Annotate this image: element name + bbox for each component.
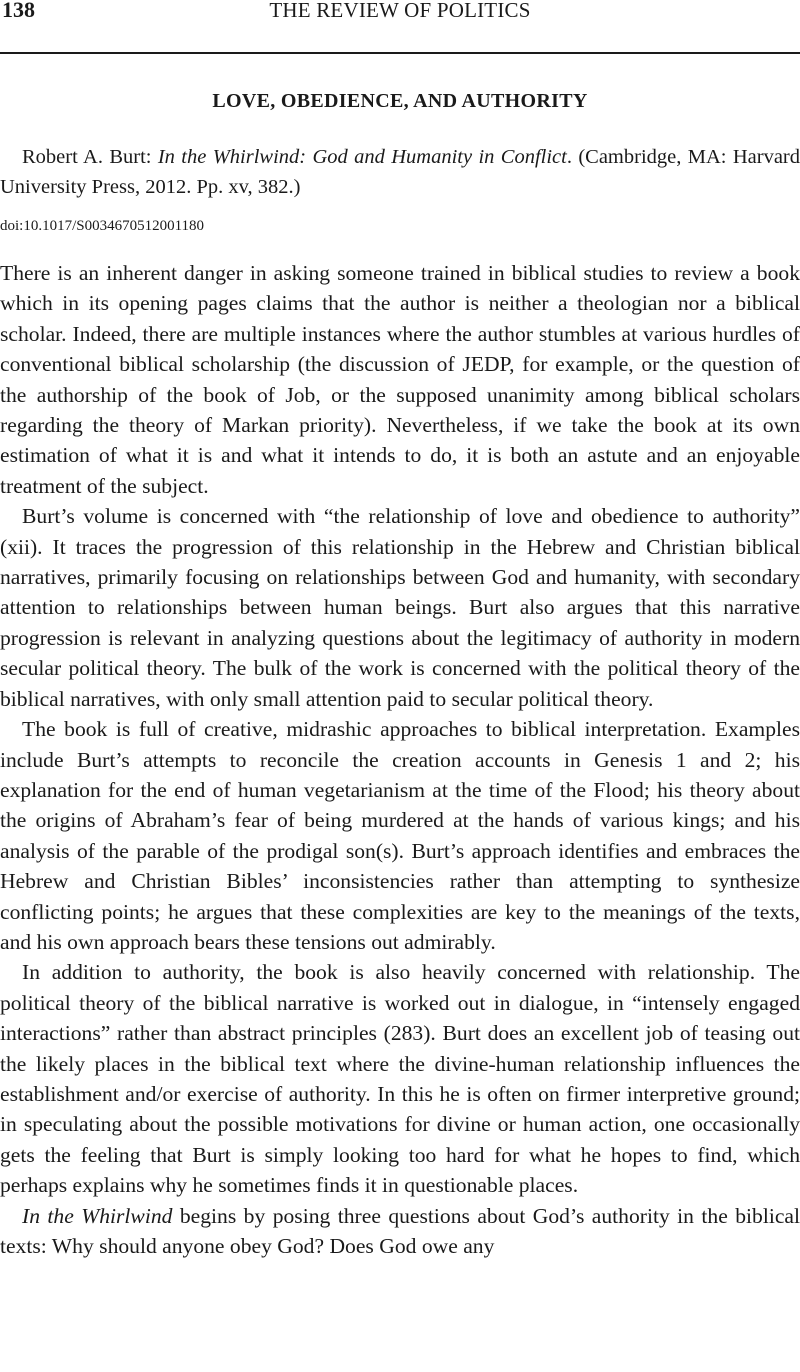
paragraph-5-text: begins by posing three questions about God’s authority in the biblical texts: Why should anyone obey God? Does God owe any bbox=[0, 1203, 800, 1258]
paragraph-4: In addition to authority, the book is also heavily concerned with relationship. The political theory of the biblical narrative is worked out in dialogue, in “intensely engaged interactions” rather than abstract principles (283). Burt does an excellent job of teasing out the likely places in the biblical text where the divine-human relationship influences the establishment and/or exercise of authority. In this he is often on firmer interpretive ground; in speculating about the possible motivations for divine or human action, one occasionally gets the feeling that Burt is simply looking too hard for what he hopes to find, which perhaps explains why he sometimes finds it in questionable places. bbox=[0, 960, 800, 1198]
doi-link[interactable]: doi:10.1017/S0034670512001180 bbox=[0, 218, 205, 234]
review-body bbox=[0, 258, 800, 1261]
journal-title: THE REVIEW OF POLITICS bbox=[269, 0, 531, 22]
paragraph-1: There is an inherent danger in asking someone trained in biblical studies to review a book which in its opening pages claims that the author is neither a theologian nor a biblical scholar. Indeed, there are multiple instances where the author stumbles at various hurdles of conventional biblical scholarship (the discussion of JEDP, for example, or the question of the authorship of the book of Job, or the supposed unanimity among biblical scholars regarding the theory of Markan priority). Nevertheless, if we take the book at its own estimation of what it is and what it intends to do, it is both an astute and an enjoyable treatment of the subject. bbox=[0, 261, 800, 498]
paragraph-2: Burt’s volume is concerned with “the relationship of love and obedience to authority” (xii). It traces the progression of this relationship in the Hebrew and Christian biblical narratives, primarily focusing on relationships between God and humanity, with secondary attention to relationships between human beings. Burt also argues that this narrative progression is relevant in analyzing questions about the legitimacy of authority in modern secular political theory. The bulk of the work is concerned with the political theory of the biblical narratives, with only small attention paid to secular political theory. bbox=[0, 504, 800, 711]
citation-book-title: In the Whirlwind: God and Humanity in Conflict bbox=[157, 146, 567, 168]
paragraph-5 bbox=[0, 1201, 800, 1262]
citation-publication: . (Cambridge, MA: Harvard University Press, 2012. Pp. xv, 382.) bbox=[0, 146, 800, 198]
page-number: 138 bbox=[2, 0, 35, 22]
book-citation bbox=[0, 142, 800, 202]
running-head bbox=[0, 0, 800, 22]
header-rule bbox=[0, 52, 800, 54]
citation-author: Robert A. Burt: bbox=[22, 146, 158, 168]
review-title: LOVE, OBEDIENCE, AND AUTHORITY bbox=[212, 90, 588, 112]
paragraph-3: The book is full of creative, midrashic approaches to biblical interpretation. Examples include Burt’s attempts to reconcile the creation accounts in Genesis 1 and 2; his explanation for the end of human vegetarianism at the time of the Flood; his theory about the origins of Abraham’s fear of being murdered at the hands of various kings; and his analysis of the parable of the prodigal son(s). Burt’s approach identifies and embraces the Hebrew and Christian Bibles’ inconsistencies rather than attempting to synthesize conflicting points; he argues that these complexities are key to the meanings of the texts, and his own approach bears these tensions out admirably. bbox=[0, 717, 800, 954]
paragraph-5-lead-title: In the Whirlwind bbox=[22, 1203, 173, 1228]
